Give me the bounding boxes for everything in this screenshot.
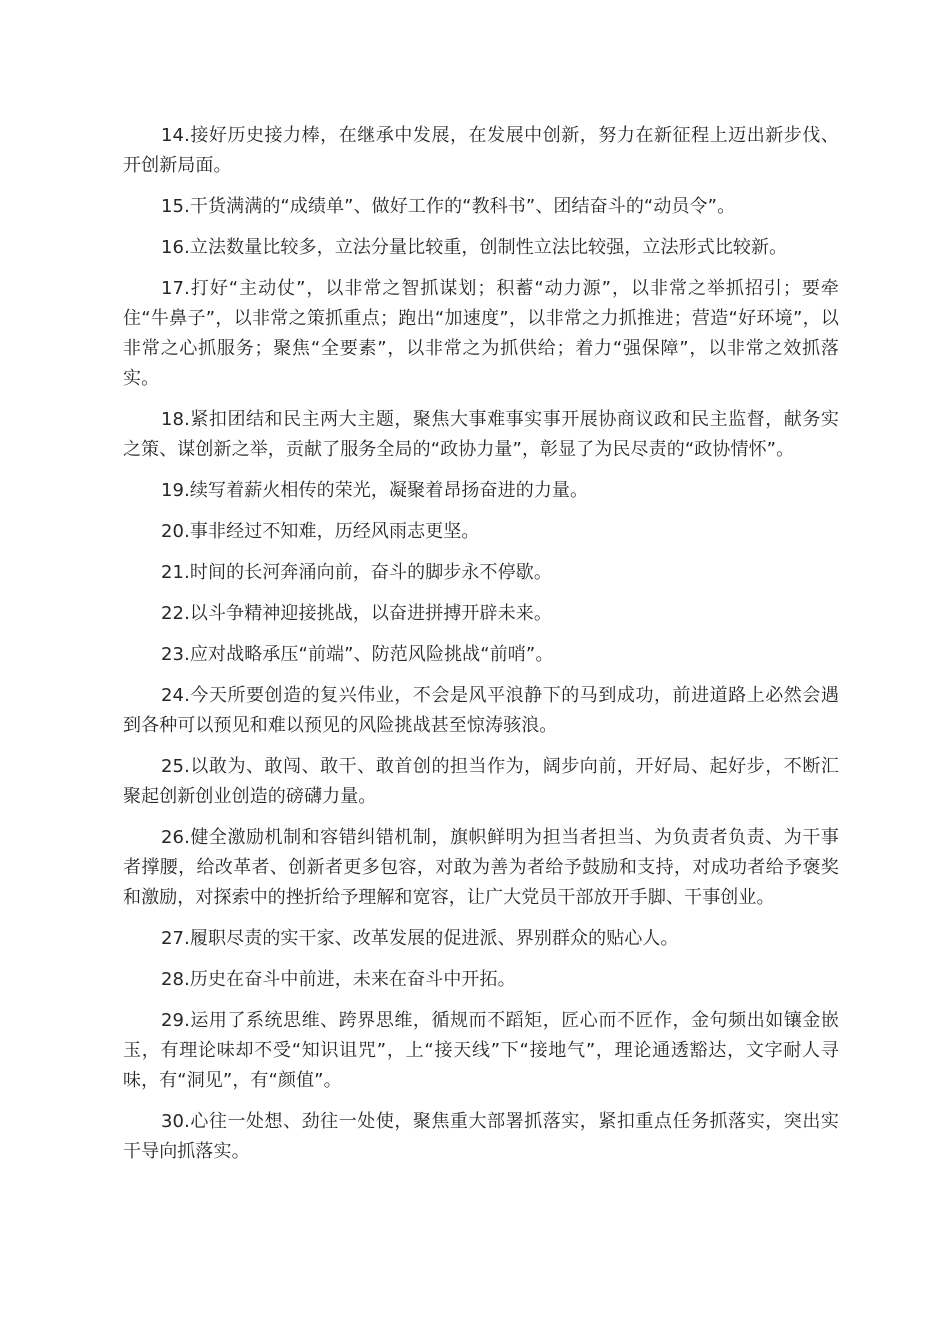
paragraph-29: 29.运用了系统思维、跨界思维，循规而不蹈矩，匠心而不匠作，金句频出如镶金嵌玉，有理论味却不受“知识诅咒”，上“接天线”下“接地气”，理论通透豁达，文字耐人寻味，有“洞见”，有“颜值”。 (123, 1010, 839, 1091)
paragraph-28: 28.历史在奋斗中前进，未来在奋斗中开拓。 (161, 969, 516, 990)
paragraph-14: 14.接好历史接力棒，在继承中发展，在发展中创新，努力在新征程上迈出新步伐、开创新局面。 (123, 125, 839, 176)
paragraph-17: 17.打好“主动仗”，以非常之智抓谋划；积蓄“动力源”，以非常之举抓招引；要牵住“牛鼻子”，以非常之策抓重点；跑出“加速度”，以非常之力抓推进；营造“好环境”，以非常之心抓服务；聚焦“全要素”，以非常之为抓供给；着力“强保障”，以非常之效抓落实。 (123, 278, 839, 389)
document-body (123, 121, 839, 1178)
paragraph-19: 19.续写着薪火相传的荣光，凝聚着昂扬奋进的力量。 (161, 480, 589, 501)
paragraph-23: 23.应对战略承压“前端”、防范风险挑战“前哨”。 (161, 644, 554, 665)
paragraph-27: 27.履职尽责的实干家、改革发展的促进派、界别群众的贴心人。 (161, 928, 679, 949)
paragraph-20: 20.事非经过不知难，历经风雨志更坚。 (161, 521, 480, 542)
paragraph-24: 24.今天所要创造的复兴伟业，不会是风平浪静下的马到成功，前进道路上必然会遇到各种可以预见和难以预见的风险挑战甚至惊涛骇浪。 (123, 685, 839, 736)
paragraph-25: 25.以敢为、敢闯、敢干、敢首创的担当作为，阔步向前，开好局、起好步，不断汇聚起创新创业创造的磅礴力量。 (123, 756, 839, 807)
paragraph-21: 21.时间的长河奔涌向前，奋斗的脚步永不停歇。 (161, 562, 552, 583)
paragraph-15: 15.干货满满的“成绩单”、做好工作的“教科书”、团结奋斗的“动员令”。 (161, 196, 736, 217)
paragraph-26: 26.健全激励机制和容错纠错机制，旗帜鲜明为担当者担当、为负责者负责、为干事者撑腰，给改革者、创新者更多包容，对敢为善为者给予鼓励和支持，对成功者给予褒奖和激励，对探索中的挫折给予理解和宽容，让广大党员干部放开手脚、干事创业。 (123, 827, 839, 908)
paragraph-30: 30.心往一处想、劲往一处使，聚焦重大部署抓落实，紧扣重点任务抓落实，突出实干导向抓落实。 (123, 1111, 839, 1162)
paragraph-18: 18.紧扣团结和民主两大主题，聚焦大事难事实事开展协商议政和民主监督，献务实之策、谋创新之举，贡献了服务全局的“政协力量”，彰显了为民尽责的“政协情怀”。 (123, 409, 839, 460)
paragraph-16: 16.立法数量比较多，立法分量比较重，创制性立法比较强，立法形式比较新。 (161, 237, 788, 258)
paragraph-22: 22.以斗争精神迎接挑战，以奋进拼搏开辟未来。 (161, 603, 552, 624)
